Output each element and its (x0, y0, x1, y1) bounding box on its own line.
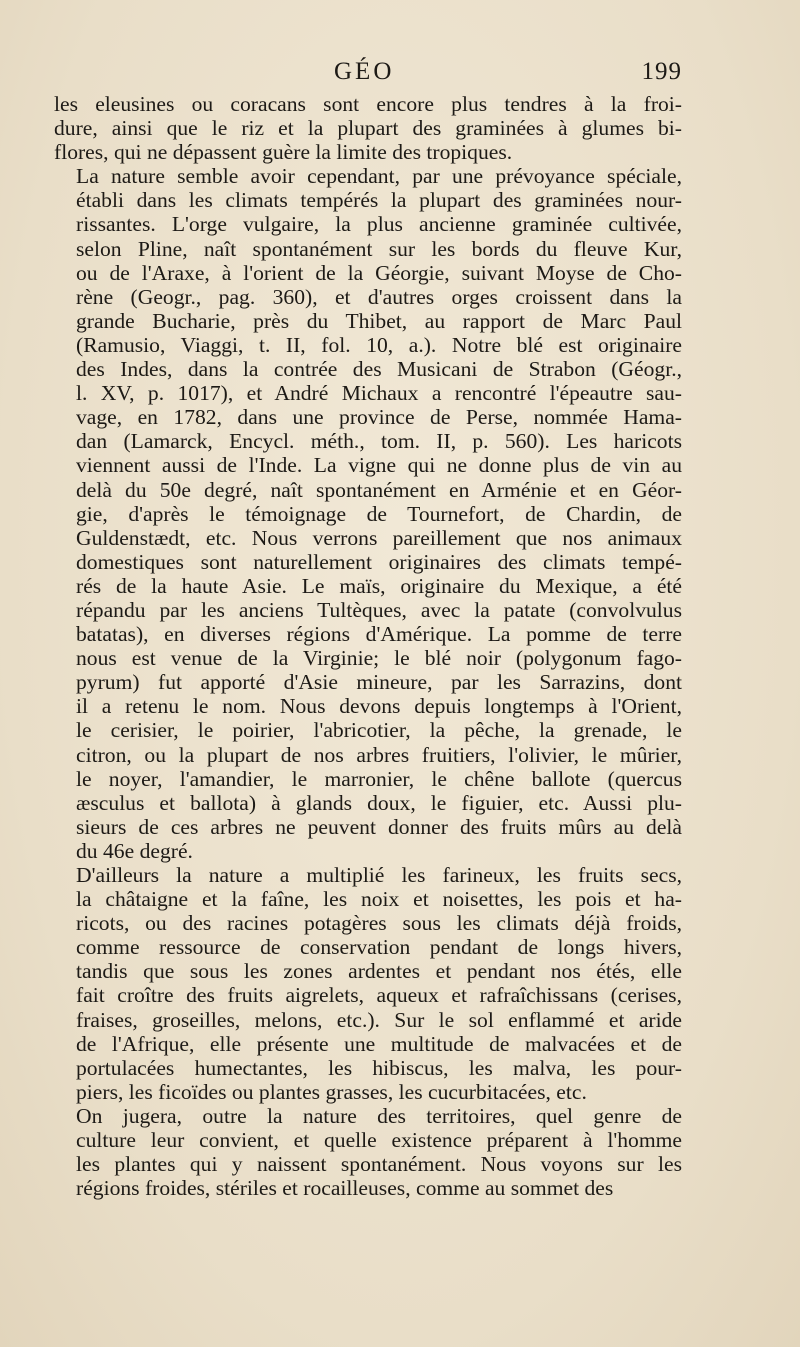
text-line: ou de l'Araxe, à l'orient de la Géorgie, suivant Moyse de Cho- (76, 260, 682, 285)
text-line: de l'Afrique, elle présente une multitude de malvacées et de (76, 1031, 682, 1056)
text-line: il a retenu le nom. Nous devons depuis longtemps à l'Orient, (76, 694, 682, 719)
text-line: domestiques sont naturellement originaires des climats tempé- (76, 549, 682, 574)
text-line: le noyer, l'amandier, le marronier, le chêne ballote (quercus (76, 766, 682, 791)
text-line: On jugera, outre la nature des territoires, quel genre de (76, 1103, 682, 1128)
body-text (54, 92, 682, 1200)
running-title: GÉO (334, 58, 395, 85)
text-line: selon Pline, naît spontanément sur les bords du fleuve Kur, (76, 236, 682, 261)
text-line: sieurs de ces arbres ne peuvent donner des fruits mûrs au delà (76, 814, 682, 839)
text-line: les eleusines ou coracans sont encore plus tendres à la froi- (54, 92, 682, 116)
text-line: portulacées humectantes, les hibiscus, les malva, les pour- (76, 1055, 682, 1080)
running-head (54, 58, 682, 92)
text-line: grande Bucharie, près du Thibet, au rapport de Marc Paul (76, 308, 682, 333)
text-line: des Indes, dans la contrée des Musicani de Strabon (Géogr., (76, 357, 682, 382)
text-line: Guldenstædt, etc. Nous verrons pareillement que nos animaux (76, 525, 682, 550)
text-line: delà du 50e degré, naît spontanément en Arménie et en Géor- (76, 477, 682, 502)
text-line: citron, ou la plupart de nos arbres fruitiers, l'olivier, le mûrier, (76, 742, 682, 767)
text-line: culture leur convient, et quelle existence préparent à l'homme (76, 1128, 682, 1153)
text-line: D'ailleurs la nature a multiplié les farineux, les fruits secs, (76, 863, 682, 887)
text-line: les plantes qui y naissent spontanément. Nous voyons sur les (76, 1152, 682, 1177)
text-line: pyrum) fut apporté d'Asie mineure, par les Sarrazins, dont (76, 670, 682, 695)
text-line: du 46e degré. (76, 838, 193, 863)
paragraph (54, 863, 682, 1104)
text-line: établi dans les climats tempérés la plupart des graminées nour- (76, 188, 682, 213)
text-line: La nature semble avoir cependant, par une prévoyance spéciale, (76, 164, 682, 189)
text-line: æsculus et ballota) à glands doux, le figuier, etc. Aussi plu- (76, 790, 682, 815)
text-line: vage, en 1782, dans une province de Perse, nommée Hama- (76, 405, 682, 430)
text-line: rés de la haute Asie. Le maïs, originaire du Mexique, a été (76, 573, 682, 598)
text-line: tandis que sous les zones ardentes et pendant nos étés, elle (76, 959, 682, 984)
text-line: piers, les ficoïdes ou plantes grasses, les cucurbitacées, etc. (76, 1079, 587, 1104)
text-line: ricots, ou des racines potagères sous les climats déjà froids, (76, 911, 682, 936)
text-line: flores, qui ne dépassent guère la limite des tropiques. (54, 140, 513, 165)
page-number: 199 (641, 58, 682, 85)
text-line: rène (Geogr., pag. 360), et d'autres orges croissent dans la (76, 284, 682, 309)
text-line: nous est venue de la Virginie; le blé noir (polygonum fago- (76, 646, 682, 671)
text-line: (Ramusio, Viaggi, t. II, fol. 10, a.). Notre blé est originaire (76, 332, 682, 357)
text-line: comme ressource de conservation pendant de longs hivers, (76, 935, 682, 960)
text-line: la châtaigne et la faîne, les noix et noisettes, les pois et ha- (76, 887, 682, 912)
text-line: batatas), en diverses régions d'Amérique. La pomme de terre (76, 622, 682, 647)
paragraph (54, 164, 682, 863)
text-line: répandu par les anciens Tultèques, avec la patate (convolvulus (76, 597, 682, 622)
text-line: dan (Lamarck, Encycl. méth., tom. II, p. 560). Les haricots (76, 429, 682, 454)
text-line: fait croître des fruits aigrelets, aqueux et rafraîchissans (cerises, (76, 983, 682, 1008)
text-line: gie, d'après le témoignage de Tournefort, de Chardin, de (76, 501, 682, 526)
text-line: fraises, groseilles, melons, etc.). Sur le sol enflammé et aride (76, 1007, 682, 1032)
text-line: viennent aussi de l'Inde. La vigne qui ne donne plus de vin au (76, 453, 682, 478)
text-line: l. XV, p. 1017), et André Michaux a rencontré l'épeautre sau- (76, 381, 682, 406)
paragraph (54, 1104, 682, 1200)
text-line: rissantes. L'orge vulgaire, la plus ancienne graminée cultivée, (76, 212, 682, 237)
text-line: dure, ainsi que le riz et la plupart des graminées à glumes bi- (54, 116, 682, 141)
paragraph (54, 92, 682, 164)
text-line: le cerisier, le poirier, l'abricotier, la pêche, la grenade, le (76, 718, 682, 743)
text-line: régions froides, stériles et rocailleuses, comme au sommet des (76, 1176, 614, 1201)
